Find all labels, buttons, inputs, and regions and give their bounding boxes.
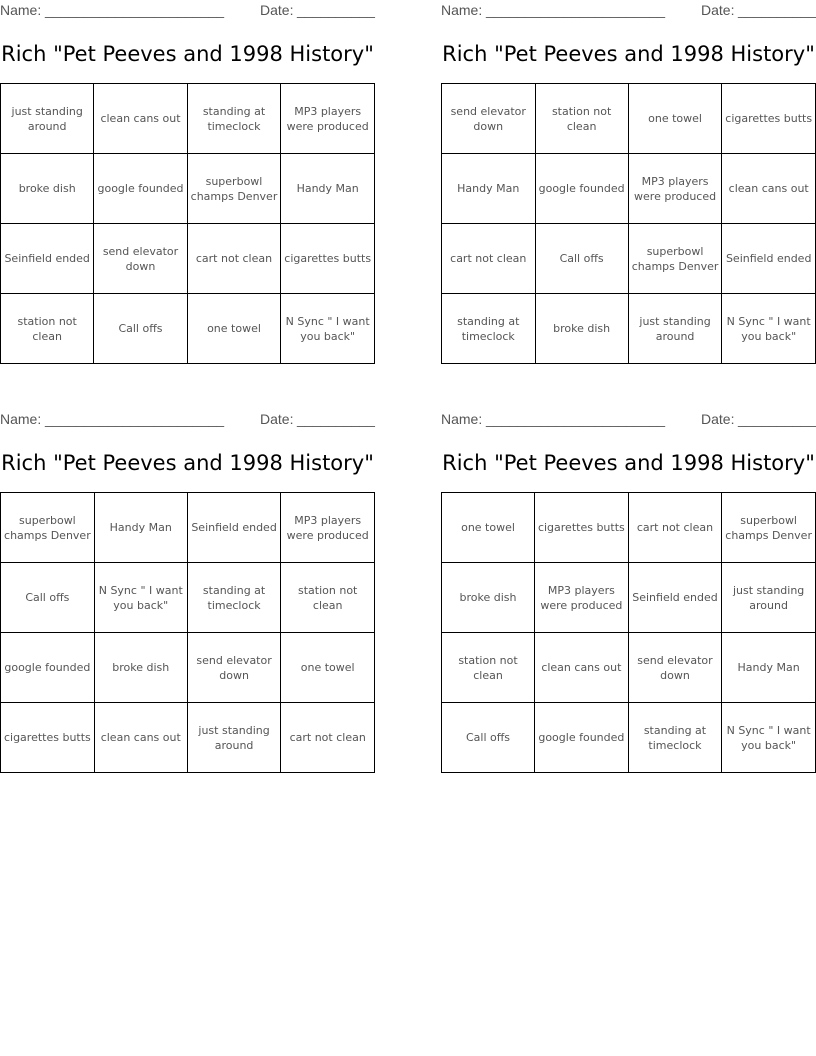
grid-row (442, 563, 816, 633)
grid-cell: cigarettes butts (535, 493, 629, 563)
grid-cell: clean cans out (94, 703, 187, 773)
grid-row (442, 154, 816, 224)
bingo-grid (441, 492, 816, 773)
bingo-card-3 (0, 409, 375, 789)
grid-cell: Call offs (94, 294, 187, 364)
grid-cell: standing at timeclock (442, 294, 536, 364)
grid-cell: Handy Man (281, 154, 375, 224)
grid-cell: one towel (442, 493, 535, 563)
bingo-card-2 (441, 0, 816, 380)
grid-cell: MP3 players were produced (628, 154, 722, 224)
grid-cell: send elevator down (187, 633, 281, 703)
bingo-card-4 (441, 409, 816, 789)
card-title: Rich "Pet Peeves and 1998 History" (1, 42, 374, 66)
grid-cell: Handy Man (722, 633, 816, 703)
card-title: Rich "Pet Peeves and 1998 History" (442, 42, 815, 66)
grid-cell: broke dish (442, 563, 535, 633)
grid-cell: send elevator down (94, 224, 187, 294)
grid-cell: cart not clean (281, 703, 375, 773)
grid-cell: just standing around (722, 563, 816, 633)
grid-row (1, 154, 375, 224)
grid-cell: MP3 players were produced (281, 84, 375, 154)
grid-cell: google founded (535, 703, 629, 773)
grid-row (1, 493, 375, 563)
date-label: Date: (701, 411, 735, 427)
date-label: Date: (260, 411, 294, 427)
grid-cell: standing at timeclock (187, 563, 281, 633)
grid-row (1, 703, 375, 773)
name-blank-line: _______________________ (45, 2, 225, 18)
card-header (441, 2, 816, 22)
grid-cell: Call offs (535, 224, 628, 294)
date-blank-line: __________ (738, 2, 816, 18)
grid-cell: google founded (535, 154, 628, 224)
date-blank-line: __________ (297, 411, 375, 427)
bingo-card-1 (0, 0, 375, 380)
bingo-grid (0, 492, 375, 773)
name-label: Name: (441, 2, 483, 18)
grid-cell: MP3 players were produced (281, 493, 375, 563)
grid-cell: station not clean (281, 563, 375, 633)
grid-cell: Call offs (1, 563, 95, 633)
grid-cell: cigarettes butts (1, 703, 95, 773)
grid-cell: cart not clean (628, 493, 722, 563)
grid-cell: Call offs (442, 703, 535, 773)
name-blank-line: _______________________ (486, 411, 666, 427)
bingo-grid (0, 83, 375, 364)
name-label: Name: (0, 2, 42, 18)
date-label: Date: (260, 2, 294, 18)
date-blank-line: __________ (738, 411, 816, 427)
grid-cell: just standing around (628, 294, 722, 364)
name-label: Name: (0, 411, 42, 427)
card-title: Rich "Pet Peeves and 1998 History" (1, 451, 374, 475)
grid-cell: N Sync " I want you back" (94, 563, 187, 633)
grid-cell: N Sync " I want you back" (722, 294, 816, 364)
grid-cell: clean cans out (535, 633, 629, 703)
grid-cell: N Sync " I want you back" (281, 294, 375, 364)
grid-cell: broke dish (94, 633, 187, 703)
grid-cell: cigarettes butts (281, 224, 375, 294)
grid-cell: send elevator down (628, 633, 722, 703)
grid-cell: N Sync " I want you back" (722, 703, 816, 773)
grid-row (1, 294, 375, 364)
grid-cell: station not clean (1, 294, 94, 364)
grid-cell: send elevator down (442, 84, 536, 154)
grid-cell: Seinfield ended (187, 493, 281, 563)
grid-cell: broke dish (535, 294, 628, 364)
grid-cell: superbowl champs Denver (628, 224, 722, 294)
grid-cell: just standing around (1, 84, 94, 154)
grid-cell: superbowl champs Denver (722, 493, 816, 563)
grid-row (1, 224, 375, 294)
grid-cell: cigarettes butts (722, 84, 816, 154)
grid-cell: Handy Man (94, 493, 187, 563)
grid-cell: cart not clean (187, 224, 281, 294)
grid-row (442, 224, 816, 294)
grid-cell: one towel (187, 294, 281, 364)
grid-cell: station not clean (442, 633, 535, 703)
card-header (0, 2, 375, 22)
grid-cell: station not clean (535, 84, 628, 154)
grid-cell: google founded (1, 633, 95, 703)
grid-cell: standing at timeclock (628, 703, 722, 773)
date-blank-line: __________ (297, 2, 375, 18)
grid-cell: Seinfield ended (722, 224, 816, 294)
grid-row (442, 84, 816, 154)
name-blank-line: _______________________ (486, 2, 666, 18)
grid-row (1, 633, 375, 703)
grid-cell: one towel (628, 84, 722, 154)
grid-row (442, 703, 816, 773)
grid-cell: superbowl champs Denver (1, 493, 95, 563)
date-label: Date: (701, 2, 735, 18)
card-title: Rich "Pet Peeves and 1998 History" (442, 451, 815, 475)
grid-row (1, 563, 375, 633)
grid-cell: google founded (94, 154, 187, 224)
grid-cell: just standing around (187, 703, 281, 773)
grid-cell: broke dish (1, 154, 94, 224)
card-header (0, 411, 375, 431)
grid-row (442, 294, 816, 364)
grid-cell: standing at timeclock (187, 84, 281, 154)
grid-cell: Handy Man (442, 154, 536, 224)
grid-cell: Seinfield ended (628, 563, 722, 633)
card-header (441, 411, 816, 431)
grid-cell: MP3 players were produced (535, 563, 629, 633)
grid-cell: clean cans out (94, 84, 187, 154)
grid-row (442, 633, 816, 703)
grid-cell: superbowl champs Denver (187, 154, 281, 224)
grid-cell: one towel (281, 633, 375, 703)
grid-cell: clean cans out (722, 154, 816, 224)
grid-row (1, 84, 375, 154)
name-label: Name: (441, 411, 483, 427)
name-blank-line: _______________________ (45, 411, 225, 427)
grid-cell: cart not clean (442, 224, 536, 294)
bingo-grid (441, 83, 816, 364)
grid-cell: Seinfield ended (1, 224, 94, 294)
grid-row (442, 493, 816, 563)
